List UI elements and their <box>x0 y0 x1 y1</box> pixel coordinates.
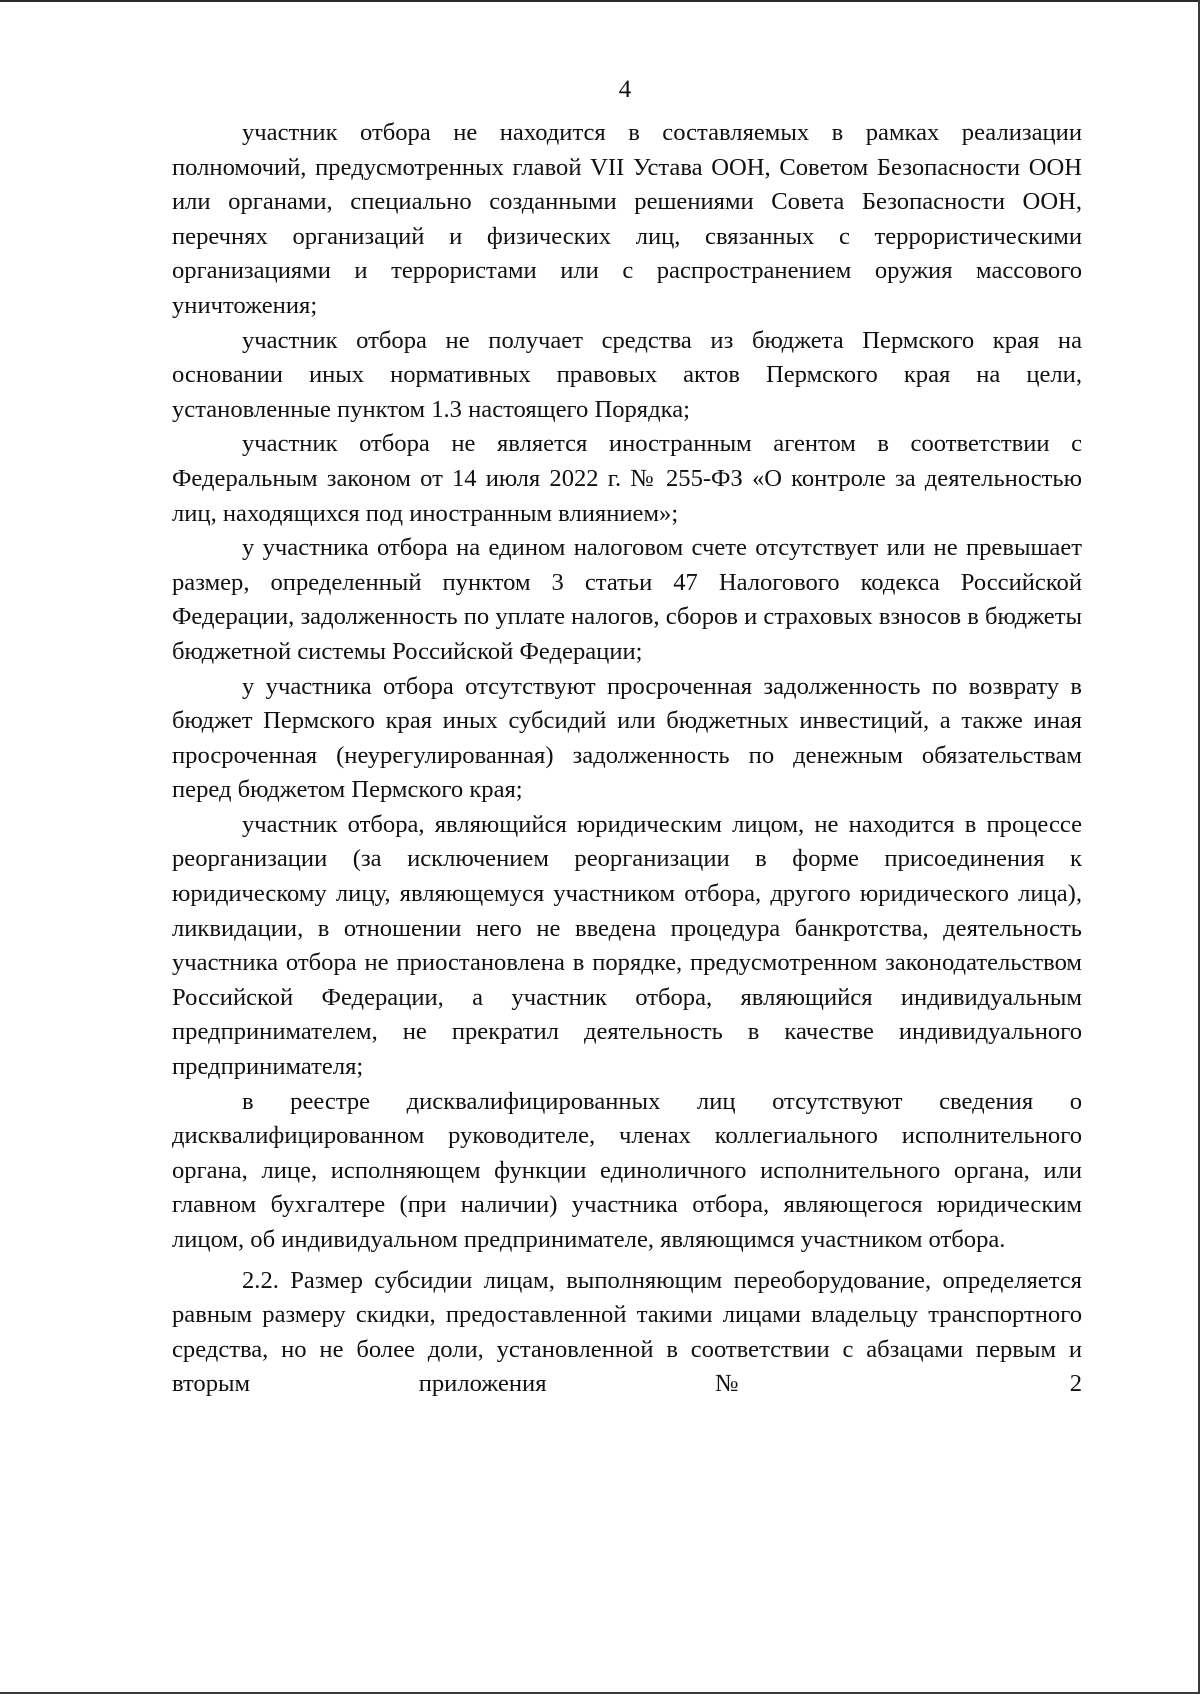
paragraph-not-foreign-agent: участник отбора не является иностранным агентом в соответствии с Федеральным законом от 14 июля 2022 г. № 255-ФЗ «О контроле за деятельностью лиц, находящихся под иностранным влиянием»; <box>172 430 1082 527</box>
paragraph-overdue-debt: у участника отбора отсутствуют просроченная задолженность по возврату в бюджет Пермского края иных субсидий или бюджетных инвестиций, а также иная просроченная (неурегулированная) задолженность по денежным обязательствам перед бюджетом Пермского края; <box>172 672 1082 804</box>
scan-edge-top <box>0 0 1200 2</box>
paragraph-subsidy-amount: 2.2. Размер субсидии лицам, выполняющим переоборудование, определяется равным размеру скидки, предоставленной такими лицами владельцу транспортного средства, но не более доли, установленной в соответствии с абзацами первым и вторым приложения № 2 <box>172 1266 1082 1398</box>
document-body <box>172 116 1082 1402</box>
paragraph-no-other-budget-funds: участник отбора не получает средства из бюджета Пермского края на основании иных нормативных правовых актов Пермского края на цели, установленные пунктом 1.3 настоящего Порядка; <box>172 326 1082 423</box>
paragraph-un-sanctions-list: участник отбора не находится в составляемых в рамках реализации полномочий, предусмотренных главой VII Устава ООН, Советом Безопасности ООН или органами, специально созданными решениями Совета Безопасности ООН, перечнях организаций и физических лиц, связанных с террористическими организациями и террористами или с распространением оружия массового уничтожения; <box>172 119 1082 319</box>
paragraph-tax-debt: у участника отбора на едином налоговом счете отсутствует или не превышает размер, определенный пунктом 3 статьи 47 Налогового кодекса Российской Федерации, задолженность по уплате налогов, сборов и страховых взносов в бюджеты бюджетной системы Российской Федерации; <box>172 534 1082 665</box>
paragraph-disqualified-persons: в реестре дисквалифицированных лиц отсутствуют сведения о дисквалифицированном руководителе, членах коллегиального исполнительного органа, лице, исполняющем функции единоличного исполнительного органа, или главном бухгалтере (при наличии) участника отбора, являющегося юридическим лицом, об индивидуальном предпринимателе, являющимся участником отбора. <box>172 1087 1082 1253</box>
page-number: 4 <box>618 76 632 103</box>
paragraph-reorganization: участник отбора, являющийся юридическим лицом, не находится в процессе реорганизации (за исключением реорганизации в форме присоединения к юридическому лицу, являющемуся участником отбора, другого юридического лица), ликвидации, в отношении него не введена процедура банкротства, деятельность участника отбора не приостановлена в порядке, предусмотренном законодательством Российской Федерации, а участник отбора, являющийся индивидуальным предпринимателем, не прекратил деятельность в качестве индивидуального предпринимателя; <box>172 810 1082 1081</box>
